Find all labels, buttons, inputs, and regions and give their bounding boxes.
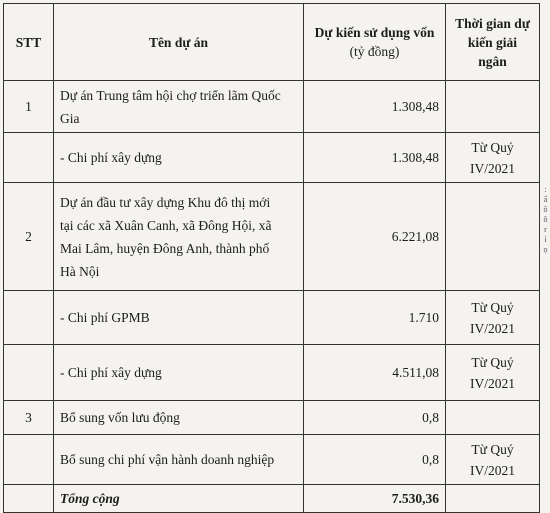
row-capital: 1.308,48 — [304, 81, 446, 133]
page-edge-marks: : ẩ ô ô r ỉ ọ — [543, 185, 548, 254]
table-row — [4, 81, 540, 133]
row-project-name — [54, 133, 304, 183]
row-project-name — [54, 183, 304, 291]
disbursement-time-line: IV/2021 — [470, 320, 515, 336]
row-disbursement-time — [446, 435, 540, 485]
table-row — [4, 183, 540, 291]
header-capital — [304, 4, 446, 81]
project-name-line: Mai Lâm, huyện Đông Anh, thành phố — [60, 240, 270, 256]
row-stt: 3 — [4, 401, 54, 435]
disbursement-time-line: Từ Quý — [471, 354, 514, 370]
project-name-line: Gia — [60, 110, 80, 126]
header-project-name: Tên dự án — [54, 4, 304, 81]
header-time-line3: ngân — [478, 53, 507, 69]
row-disbursement-time — [446, 183, 540, 291]
table-row — [4, 133, 540, 183]
row-capital: 1.308,48 — [304, 133, 446, 183]
project-name-line: - Chi phí GPMB — [60, 310, 150, 325]
disbursement-time-line: Từ Quý — [471, 139, 514, 155]
header-time-line2: kiến giải — [467, 34, 518, 50]
row-stt — [4, 345, 54, 401]
disbursement-time-line: IV/2021 — [470, 160, 515, 176]
total-capital: 7.530,36 — [304, 485, 446, 513]
row-disbursement-time — [446, 81, 540, 133]
header-disbursement-time — [446, 4, 540, 81]
table-row — [4, 435, 540, 485]
row-stt: 2 — [4, 183, 54, 291]
disbursement-time-line: IV/2021 — [470, 375, 515, 391]
row-project-name — [54, 291, 304, 345]
row-disbursement-time — [446, 291, 540, 345]
disbursement-time-line: Từ Quý — [471, 299, 514, 315]
row-project-name — [54, 81, 304, 133]
table-row — [4, 291, 540, 345]
row-capital: 6.221,08 — [304, 183, 446, 291]
header-stt: STT — [4, 4, 54, 81]
disbursement-time-line: IV/2021 — [470, 462, 515, 478]
header-capital-line1: Dự kiến sử dụng vốn — [314, 25, 435, 40]
project-name-line: Dự án đầu tư xây dựng Khu đô thị mới — [60, 194, 271, 210]
table-row — [4, 345, 540, 401]
row-stt — [4, 291, 54, 345]
total-row — [4, 485, 540, 513]
project-name-line: Hà Nội — [60, 263, 100, 279]
project-name-line: Dự án Trung tâm hội chợ triển lãm Quốc — [60, 87, 281, 103]
header-row — [4, 4, 540, 81]
project-name-line: tại các xã Xuân Canh, xã Đông Hội, xã — [60, 217, 272, 233]
project-name-line: Bổ sung vốn lưu động — [60, 410, 180, 425]
row-disbursement-time — [446, 401, 540, 435]
total-label: Tổng cộng — [54, 485, 304, 513]
header-time-line1: Thời gian dự — [455, 15, 530, 31]
table-row — [4, 401, 540, 435]
row-project-name — [54, 435, 304, 485]
project-name-line: Bổ sung chi phí vận hành doanh nghiệp — [60, 452, 275, 467]
row-capital: 1.710 — [304, 291, 446, 345]
project-name-line: - Chi phí xây dựng — [60, 150, 162, 165]
project-name-line: - Chi phí xây dựng — [60, 365, 162, 380]
row-project-name — [54, 401, 304, 435]
row-stt — [4, 133, 54, 183]
row-stt — [4, 435, 54, 485]
row-stt: 1 — [4, 81, 54, 133]
capital-use-table — [3, 3, 540, 513]
row-capital: 0,8 — [304, 401, 446, 435]
row-disbursement-time — [446, 345, 540, 401]
row-project-name — [54, 345, 304, 401]
disbursement-time-line: Từ Quý — [471, 441, 514, 457]
row-capital: 0,8 — [304, 435, 446, 485]
row-capital: 4.511,08 — [304, 345, 446, 401]
row-disbursement-time — [446, 133, 540, 183]
header-capital-line2: (tỷ đồng) — [349, 44, 400, 59]
